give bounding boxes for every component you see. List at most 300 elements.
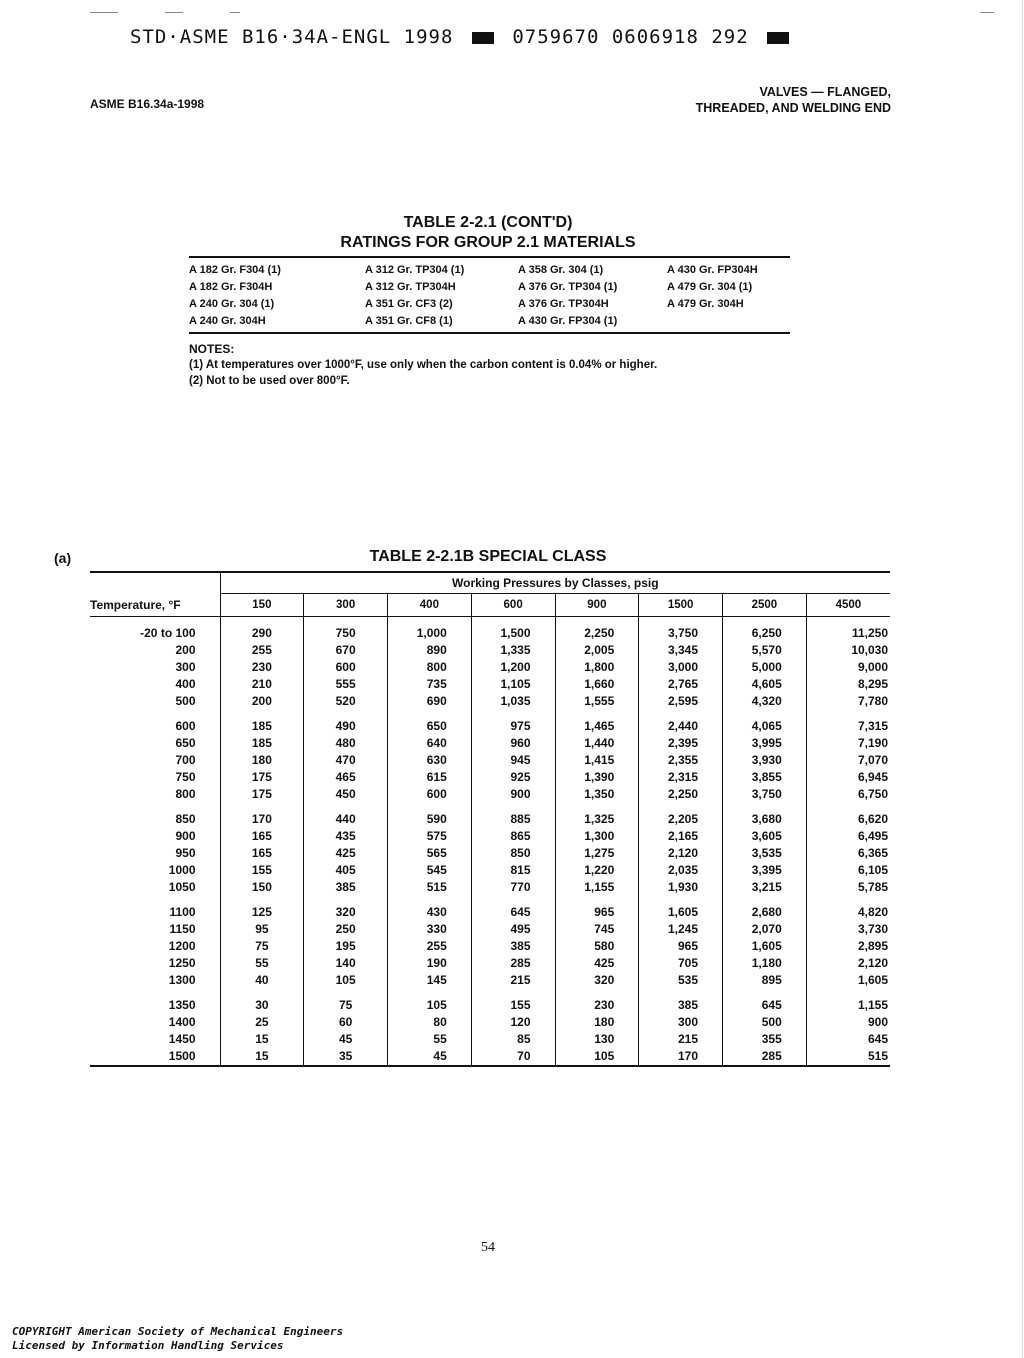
table-row	[90, 676, 890, 693]
temperature-cell: 650	[175, 736, 196, 750]
material-spec: A 479 Gr. 304 (1)	[667, 281, 753, 293]
pressure-cell: 1,000	[388, 625, 472, 642]
table-row	[90, 972, 890, 989]
pressure-cell: 515	[388, 879, 472, 896]
material-spec: A 351 Gr. CF8 (1)	[365, 315, 453, 327]
note-1: (1) At temperatures over 1000°F, use only when the carbon content is 0.04% or higher.	[189, 359, 658, 371]
pressure-cell: 745	[555, 921, 639, 938]
pressure-cell: 6,620	[806, 811, 890, 828]
pressure-cell: 470	[304, 752, 388, 769]
standard-code: ASME B16.34a-1998	[90, 97, 205, 111]
spacer-cell	[639, 896, 723, 904]
pressure-cell: 285	[471, 955, 555, 972]
pressure-cell: 105	[388, 997, 472, 1014]
pressure-cell: 6,250	[723, 625, 807, 642]
pressure-cell: 1,220	[555, 862, 639, 879]
pressure-cell: 1,245	[639, 921, 723, 938]
pressure-cell: 55	[388, 1031, 472, 1048]
pressure-cell: 9,000	[806, 659, 890, 676]
pressure-cell: 600	[388, 786, 472, 803]
pressure-cell: 670	[304, 642, 388, 659]
spacer-cell	[555, 896, 639, 904]
material-spec: A 430 Gr. FP304H	[667, 264, 758, 276]
pressure-cell: 2,120	[639, 845, 723, 862]
pressure-cell: 300	[639, 1014, 723, 1031]
spacer-cell	[220, 989, 304, 997]
pressure-cell: 425	[304, 845, 388, 862]
pressure-cell: 945	[471, 752, 555, 769]
class-header: 4500	[806, 594, 890, 617]
materials-list	[189, 262, 790, 330]
table-row	[90, 904, 890, 921]
spacer-cell	[639, 710, 723, 718]
temperature-cell: 200	[175, 643, 196, 657]
material-spec: A 376 Gr. TP304H	[518, 298, 609, 310]
pressure-cell: 1,350	[555, 786, 639, 803]
stamp-text-2: 0759670 0606918 292	[512, 26, 749, 48]
class-header: 300	[304, 594, 388, 617]
material-spec: A 358 Gr. 304 (1)	[518, 264, 604, 276]
copyright-line-1: COPYRIGHT American Society of Mechanical Engineers	[12, 1325, 344, 1338]
pressure-cell: 895	[723, 972, 807, 989]
material-spec	[667, 313, 790, 330]
pressure-cell: 3,215	[723, 879, 807, 896]
pressure-cell: 185	[220, 718, 304, 735]
pressure-cell: 750	[304, 625, 388, 642]
spacer-cell	[388, 989, 472, 997]
pressure-cell: 1,660	[555, 676, 639, 693]
table-label: (a)	[54, 550, 72, 566]
spacer-cell	[304, 710, 388, 718]
pressure-cell: 465	[304, 769, 388, 786]
pressure-cell: 145	[388, 972, 472, 989]
table-row	[90, 862, 890, 879]
pressure-cell: 330	[388, 921, 472, 938]
pressure-rating-table	[90, 571, 890, 1067]
pressure-cell: 1,275	[555, 845, 639, 862]
pressure-cell: 405	[304, 862, 388, 879]
pressure-cell: 3,930	[723, 752, 807, 769]
pressure-cell: 355	[723, 1031, 807, 1048]
table-row	[90, 938, 890, 955]
pressure-cell: 230	[555, 997, 639, 1014]
pressure-cell: 590	[388, 811, 472, 828]
material-spec: A 479 Gr. 304H	[667, 298, 744, 310]
pressure-cell: 900	[471, 786, 555, 803]
pressure-cell: 2,070	[723, 921, 807, 938]
row-spacer	[90, 710, 890, 718]
spacer-cell	[220, 896, 304, 904]
pressure-cell: 2,250	[639, 786, 723, 803]
pressure-table-container	[90, 571, 890, 1067]
pressure-cell: 2,895	[806, 938, 890, 955]
pressure-cell: 3,605	[723, 828, 807, 845]
table-title-line-1: TABLE 2-2.1 (CONT'D)	[403, 214, 573, 231]
pressure-cell: 1,415	[555, 752, 639, 769]
pressure-cell: 615	[388, 769, 472, 786]
spacer-cell	[90, 710, 220, 718]
pressure-cell: 1,465	[555, 718, 639, 735]
pressure-cell: 190	[388, 955, 472, 972]
temperature-cell: 1500	[90, 1048, 220, 1066]
pressure-cell: 490	[304, 718, 388, 735]
copyright-notice	[12, 1325, 343, 1353]
row-spacer	[90, 989, 890, 997]
pressure-cell: 170	[639, 1048, 723, 1066]
spacer-cell	[471, 803, 555, 811]
pressure-cell: 1,605	[723, 938, 807, 955]
table-row	[90, 921, 890, 938]
pressure-cell: 60	[304, 1014, 388, 1031]
spacer-cell	[304, 989, 388, 997]
pressure-cell: 3,730	[806, 921, 890, 938]
spacer-cell	[806, 989, 890, 997]
material-spec: A 312 Gr. TP304H	[365, 281, 456, 293]
spacer-cell	[806, 896, 890, 904]
pressure-cell: 885	[471, 811, 555, 828]
temperature-cell: -20 to 100	[140, 626, 196, 640]
pressure-cell: 965	[639, 938, 723, 955]
copyright-line-2: Licensed by Information Handling Services	[12, 1339, 284, 1352]
pressure-cell: 140	[304, 955, 388, 972]
pressure-cell: 320	[304, 904, 388, 921]
pressure-cell: 125	[220, 904, 304, 921]
pressure-cell: 70	[471, 1048, 555, 1066]
scan-dash	[980, 12, 994, 13]
material-spec: A 430 Gr. FP304 (1)	[518, 315, 618, 327]
pressure-cell: 960	[471, 735, 555, 752]
pressure-cell: 75	[304, 997, 388, 1014]
pressure-cell: 1,325	[555, 811, 639, 828]
pressure-cell: 865	[471, 828, 555, 845]
temperature-cell: 750	[175, 770, 196, 784]
spacer-cell	[723, 896, 807, 904]
table-row	[90, 625, 890, 642]
pressure-cell: 5,785	[806, 879, 890, 896]
pressure-cell: 690	[388, 693, 472, 710]
pressure-cell: 600	[304, 659, 388, 676]
spacer-cell	[639, 617, 723, 626]
pressure-cell: 215	[639, 1031, 723, 1048]
pressure-cell: 95	[220, 921, 304, 938]
pressure-cell: 155	[220, 862, 304, 879]
pressure-cell: 1,930	[639, 879, 723, 896]
pressure-cell: 1,605	[639, 904, 723, 921]
pressure-cell: 645	[806, 1031, 890, 1048]
pressure-cell: 180	[555, 1014, 639, 1031]
table-row	[90, 879, 890, 896]
pressure-cell: 500	[723, 1014, 807, 1031]
pressure-cell: 2,250	[555, 625, 639, 642]
spacer-cell	[90, 989, 220, 997]
table-row	[90, 955, 890, 972]
table-row	[90, 828, 890, 845]
stamp-block	[767, 32, 789, 44]
pressure-cell: 1,180	[723, 955, 807, 972]
table-row	[90, 845, 890, 862]
pressure-cell: 705	[639, 955, 723, 972]
note-2: (2) Not to be used over 800°F.	[189, 375, 350, 387]
spacer-cell	[555, 989, 639, 997]
pressure-cell: 545	[388, 862, 472, 879]
table-row	[90, 786, 890, 803]
pressure-cell: 1,300	[555, 828, 639, 845]
pressure-cell: 900	[806, 1014, 890, 1031]
pressure-cell: 7,070	[806, 752, 890, 769]
temperature-cell: 1300	[168, 973, 196, 987]
spacer-cell	[555, 617, 639, 626]
pressure-cell: 130	[555, 1031, 639, 1048]
pressure-cell: 815	[471, 862, 555, 879]
pressure-cell: 45	[304, 1031, 388, 1048]
spacer-cell	[388, 803, 472, 811]
spacer-cell	[723, 710, 807, 718]
pressure-cell: 35	[304, 1048, 388, 1066]
section-title-line-2: THREADED, AND WELDING END	[695, 101, 891, 115]
pressure-cell: 15	[220, 1048, 304, 1066]
spacer-cell	[806, 803, 890, 811]
pressure-cell: 3,345	[639, 642, 723, 659]
spacer-cell	[471, 710, 555, 718]
spacer-cell	[304, 896, 388, 904]
pressure-cell: 450	[304, 786, 388, 803]
scan-edge	[1022, 0, 1023, 1358]
pressure-cell: 645	[471, 904, 555, 921]
table-rule	[189, 256, 790, 258]
pressure-cell: 4,605	[723, 676, 807, 693]
pressure-cell: 6,945	[806, 769, 890, 786]
temperature-cell: 1200	[168, 939, 196, 953]
class-header: 400	[388, 594, 472, 617]
pressure-cell: 975	[471, 718, 555, 735]
temperature-cell: 800	[175, 787, 196, 801]
pressure-cell: 430	[388, 904, 472, 921]
temperature-cell: 1150	[169, 922, 196, 936]
row-spacer	[90, 617, 890, 626]
pressure-cell: 180	[220, 752, 304, 769]
pressure-cell: 385	[639, 997, 723, 1014]
temperature-cell: 400	[175, 677, 196, 691]
temperature-cell: 950	[175, 846, 196, 860]
pressure-cell: 150	[220, 879, 304, 896]
pressure-cell: 1,500	[471, 625, 555, 642]
pressure-cell: 185	[220, 735, 304, 752]
spacer-cell	[471, 896, 555, 904]
pressure-cell: 6,495	[806, 828, 890, 845]
pressure-cell: 6,750	[806, 786, 890, 803]
pressure-cell: 255	[388, 938, 472, 955]
pressure-cell: 170	[220, 811, 304, 828]
pressure-cell: 800	[388, 659, 472, 676]
pressure-cell: 2,165	[639, 828, 723, 845]
pressure-cell: 965	[555, 904, 639, 921]
pressure-cell: 3,000	[639, 659, 723, 676]
pressure-cell: 30	[220, 997, 304, 1014]
pressure-cell: 2,680	[723, 904, 807, 921]
table-row	[90, 718, 890, 735]
spacer-cell	[220, 617, 304, 626]
pressure-cell: 7,315	[806, 718, 890, 735]
pressure-cell: 285	[723, 1048, 807, 1066]
table-title-line-2: RATINGS FOR GROUP 2.1 MATERIALS	[340, 234, 636, 251]
pressure-cell: 6,105	[806, 862, 890, 879]
pressure-cell: 255	[220, 642, 304, 659]
pressure-cell: 2,440	[639, 718, 723, 735]
pressure-cell: 650	[388, 718, 472, 735]
pressure-cell: 555	[304, 676, 388, 693]
pressure-cell: 1,335	[471, 642, 555, 659]
spacer-cell	[471, 617, 555, 626]
spacer-cell	[388, 896, 472, 904]
pressure-cell: 495	[471, 921, 555, 938]
material-spec: A 240 Gr. 304H	[189, 315, 266, 327]
temperature-cell: 900	[175, 829, 196, 843]
pressure-cell: 175	[220, 786, 304, 803]
document-stamp	[130, 26, 795, 48]
temperature-cell: 1050	[168, 880, 196, 894]
pressure-cell: 105	[555, 1048, 639, 1066]
pressure-cell: 175	[220, 769, 304, 786]
section-title	[696, 84, 891, 116]
pressure-cell: 640	[388, 735, 472, 752]
table-row	[90, 1048, 890, 1066]
table-row	[90, 1031, 890, 1048]
material-spec: A 182 Gr. F304H	[189, 281, 273, 293]
pressure-cell: 6,365	[806, 845, 890, 862]
class-header: 150	[220, 594, 304, 617]
pressure-cell: 1,800	[555, 659, 639, 676]
pressure-cell: 80	[388, 1014, 472, 1031]
pressure-cell: 770	[471, 879, 555, 896]
pressure-cell: 215	[471, 972, 555, 989]
pressure-cell: 320	[555, 972, 639, 989]
pressure-cell: 3,995	[723, 735, 807, 752]
pressure-cell: 55	[220, 955, 304, 972]
pressure-cell: 3,535	[723, 845, 807, 862]
stamp-text-1: STD·ASME B16·34A-ENGL 1998	[130, 26, 454, 48]
pressure-cell: 200	[220, 693, 304, 710]
working-pressures-header: Working Pressures by Classes, psig	[220, 572, 890, 594]
spacer-cell	[639, 989, 723, 997]
table-notes	[189, 341, 657, 389]
class-header: 1500	[639, 594, 723, 617]
table-rule	[189, 332, 790, 334]
pressure-cell: 385	[471, 938, 555, 955]
table-row	[90, 642, 890, 659]
temperature-header: Temperature, °F	[90, 572, 220, 617]
pressure-cell: 520	[304, 693, 388, 710]
temperature-cell: 1450	[168, 1032, 196, 1046]
spacer-cell	[90, 617, 220, 626]
pressure-cell: 575	[388, 828, 472, 845]
pressure-cell: 850	[471, 845, 555, 862]
pressure-cell: 2,355	[639, 752, 723, 769]
pressure-cell: 45	[388, 1048, 472, 1066]
scan-dash	[90, 12, 118, 13]
pressure-cell: 15	[220, 1031, 304, 1048]
spacer-cell	[639, 803, 723, 811]
material-spec: A 376 Gr. TP304 (1)	[518, 281, 618, 293]
pressure-cell: 645	[723, 997, 807, 1014]
material-spec: A 351 Gr. CF3 (2)	[365, 298, 453, 310]
spacer-cell	[806, 617, 890, 626]
pressure-cell: 925	[471, 769, 555, 786]
pressure-cell: 3,680	[723, 811, 807, 828]
pressure-cell: 165	[220, 828, 304, 845]
temperature-cell: 1350	[168, 998, 196, 1012]
temperature-cell: 1250	[168, 956, 196, 970]
pressure-cell: 120	[471, 1014, 555, 1031]
pressure-cell: 2,595	[639, 693, 723, 710]
pressure-cell: 155	[471, 997, 555, 1014]
temperature-cell: 700	[175, 753, 196, 767]
page-number: 54	[481, 1240, 495, 1255]
pressure-cell: 3,855	[723, 769, 807, 786]
pressure-cell: 25	[220, 1014, 304, 1031]
table-row	[90, 752, 890, 769]
pressure-cell: 1,440	[555, 735, 639, 752]
spacer-cell	[304, 803, 388, 811]
table-row	[90, 1014, 890, 1031]
material-spec: A 240 Gr. 304 (1)	[189, 298, 275, 310]
pressure-cell: 1,155	[555, 879, 639, 896]
pressure-cell: 515	[806, 1048, 890, 1066]
pressure-cell: 165	[220, 845, 304, 862]
pressure-cell: 435	[304, 828, 388, 845]
pressure-cell: 210	[220, 676, 304, 693]
pressure-cell: 3,750	[723, 786, 807, 803]
stamp-block	[472, 32, 494, 44]
spacer-cell	[555, 803, 639, 811]
pressure-cell: 4,320	[723, 693, 807, 710]
pressure-cell: 195	[304, 938, 388, 955]
table-body	[90, 617, 890, 1067]
pressure-cell: 85	[471, 1031, 555, 1048]
pressure-cell: 565	[388, 845, 472, 862]
section-title-line-1: VALVES — FLANGED,	[759, 85, 891, 99]
pressure-cell: 7,780	[806, 693, 890, 710]
spacer-cell	[471, 989, 555, 997]
scan-dash	[165, 12, 183, 13]
pressure-cell: 2,315	[639, 769, 723, 786]
table-row	[90, 659, 890, 676]
pressure-cell: 1,200	[471, 659, 555, 676]
pressure-cell: 75	[220, 938, 304, 955]
spacer-cell	[806, 710, 890, 718]
pressure-cell: 1,105	[471, 676, 555, 693]
pressure-cell: 290	[220, 625, 304, 642]
table-row	[90, 735, 890, 752]
pressure-cell: 2,765	[639, 676, 723, 693]
temperature-cell: 500	[175, 694, 196, 708]
spacer-cell	[220, 710, 304, 718]
pressure-cell: 5,570	[723, 642, 807, 659]
pressure-cell: 3,395	[723, 862, 807, 879]
pressure-cell: 8,295	[806, 676, 890, 693]
pressure-cell: 1,035	[471, 693, 555, 710]
class-header: 600	[471, 594, 555, 617]
scan-dash	[230, 12, 240, 13]
pressure-cell: 480	[304, 735, 388, 752]
spacer-cell	[555, 710, 639, 718]
temperature-cell: 600	[175, 719, 196, 733]
spacer-cell	[304, 617, 388, 626]
pressure-cell: 535	[639, 972, 723, 989]
table-row	[90, 693, 890, 710]
spacer-cell	[388, 710, 472, 718]
pressure-cell: 890	[388, 642, 472, 659]
pressure-cell: 630	[388, 752, 472, 769]
